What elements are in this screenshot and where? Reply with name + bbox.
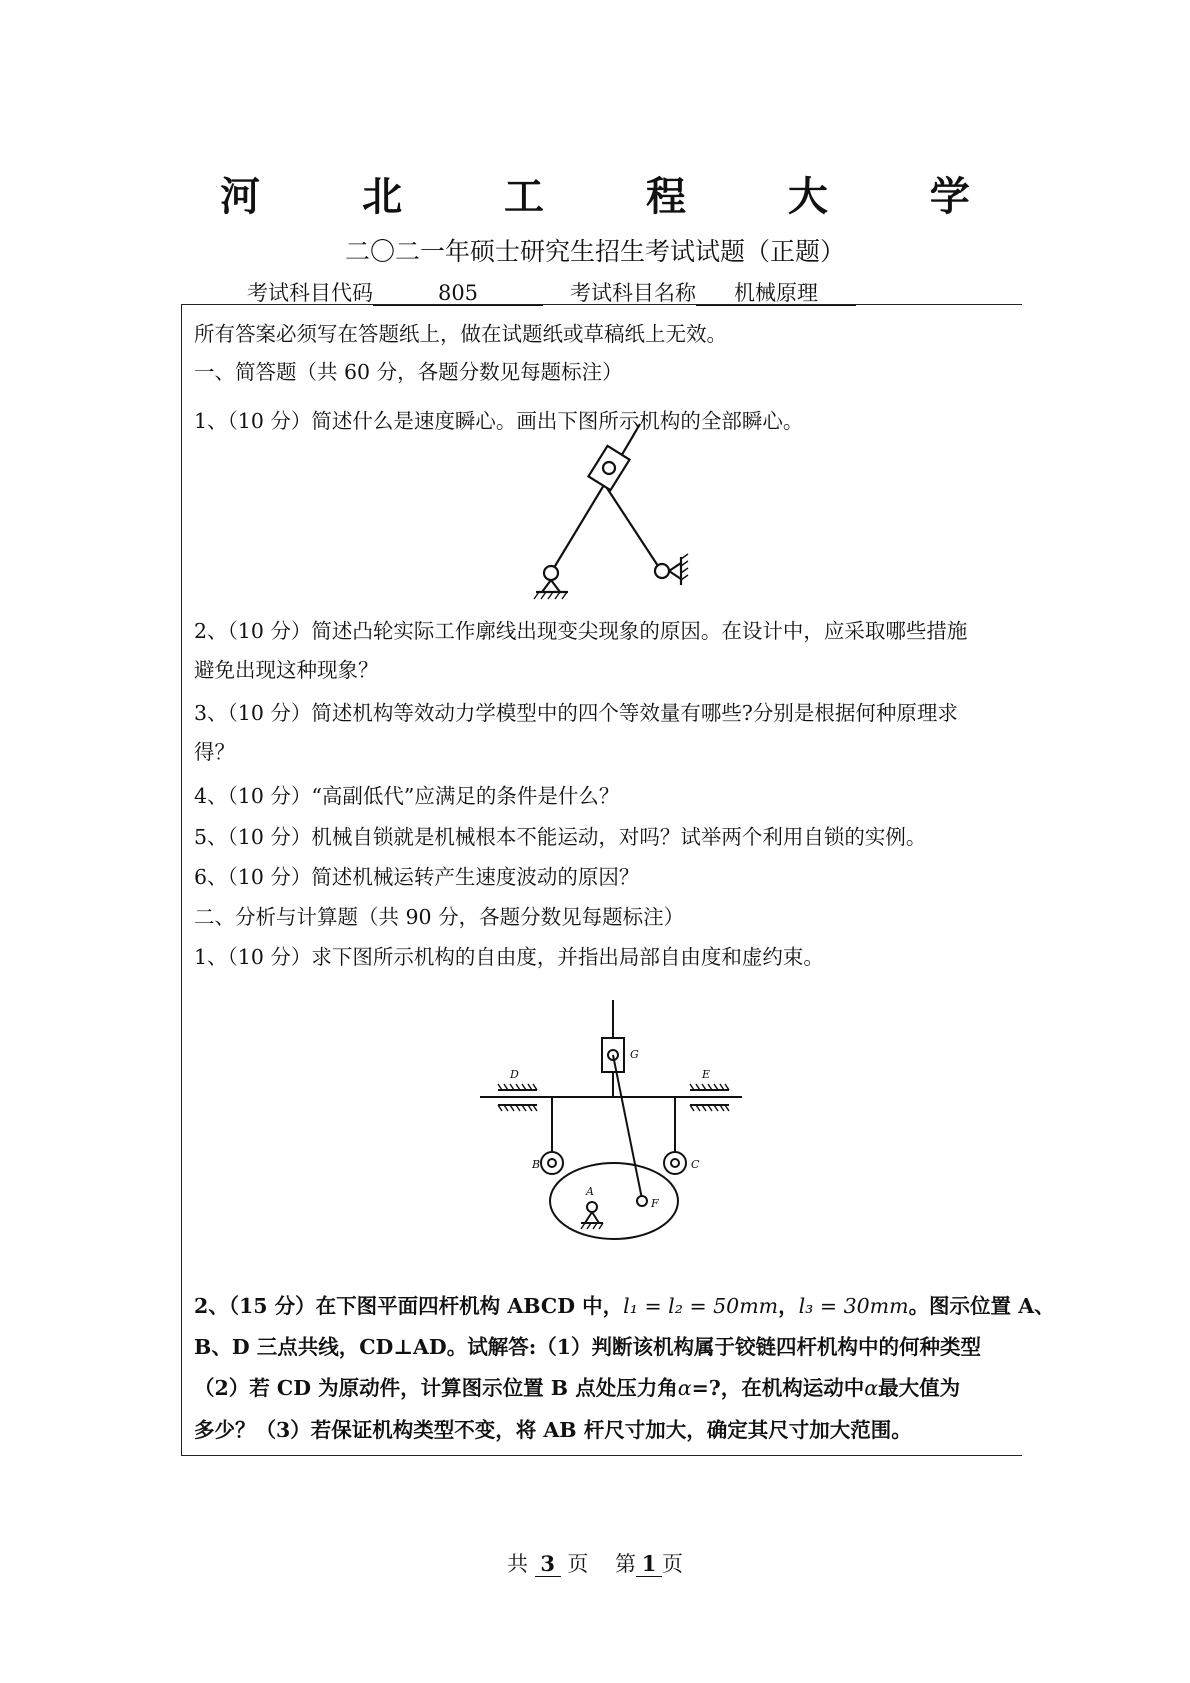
formula-l3: l₃ = 30mm [798, 1294, 909, 1318]
label-f: F [651, 1197, 659, 1210]
s2-q2-line4: 多少？（3）若保证机构类型不变，将 AB 杆尺寸加大，确定其尺寸加大范围。 [194, 1418, 912, 1442]
exam-content-box [181, 304, 1055, 1456]
s1-q3-line1: 3、（10 分）简述机构等效动力学模型中的四个等效量有哪些?分别是根据何种原理求 [194, 701, 958, 725]
s2-q1: 1、（10 分）求下图所示机构的自由度，并指出局部自由度和虚约束。 [194, 945, 824, 969]
subject-name-row [570, 277, 856, 307]
label-d: D [510, 1068, 519, 1081]
subject-code-row [247, 277, 543, 307]
s2-q2-line1: 2、（15 分）在下图平面四杆机构 ABCD 中，l₁ = l₂ = 50mm，l₃ = 30mm。图示位置 A、 [194, 1294, 1055, 1318]
rod-lower-right [603, 482, 660, 569]
roller-b [541, 1152, 563, 1174]
link-g-f [613, 1055, 642, 1199]
cam [550, 1163, 678, 1239]
label-e: E [702, 1068, 711, 1081]
left-pivot [544, 566, 558, 580]
s1-q4: 4、（10 分）“高副低代”应满足的条件是什么？ [194, 784, 620, 808]
s1-q2-line1: 2、（10 分）简述凸轮实际工作廓线出现变尖现象的原因。在设计中，应采取哪些措施 [194, 619, 968, 643]
right-pivot [655, 564, 669, 578]
page-footer: 共 3 页 第 1 页 [506, 1551, 684, 1576]
label-b: B [532, 1158, 541, 1171]
s1-q3-line2: 得？ [194, 740, 235, 764]
s2-q2-line3: （2）若 CD 为原动件，计算图示位置 B 点处压力角α=?，在机构运动中α最大值为 [194, 1376, 961, 1400]
formula-l1-l2: l₁ = l₂ = 50mm [623, 1294, 779, 1318]
subject-name-label: 考试科目名称 [570, 281, 696, 305]
subject-code-value: 805 [373, 281, 543, 306]
slider-pin [603, 462, 615, 474]
pin-f [637, 1196, 647, 1206]
figure-1-mechanism [182, 435, 1022, 635]
subject-name-value: 机械原理 [696, 281, 856, 306]
current-page: 1 [636, 1551, 662, 1577]
rod-left [552, 475, 610, 571]
label-g: G [630, 1048, 639, 1061]
s2-q2-line2: B、D 三点共线，CD⊥AD。试解答:（1）判断该机构属于铰链四杆机构中的何种类型 [194, 1335, 982, 1359]
subject-code-label: 考试科目代码 [247, 281, 373, 305]
section1-heading: 一、简答题（共 60 分，各题分数见每题标注） [194, 360, 623, 384]
roller-c [664, 1152, 686, 1174]
s1-q2-line2: 避免出现这种现象？ [194, 658, 379, 682]
school-name: 河 北 工 程 大 学 [220, 173, 1014, 220]
s1-q1: 1、（10 分）简述什么是速度瞬心。画出下图所示机构的全部瞬心。 [194, 409, 804, 433]
figure-2-mechanism [182, 995, 1022, 1285]
pivot-a [587, 1202, 597, 1212]
s1-q5: 5、（10 分）机械自锁就是机械根本不能运动，对吗？试举两个利用自锁的实例。 [194, 825, 927, 849]
notice: 所有答案必须写在答题纸上，做在试题纸或草稿纸上无效。 [194, 322, 727, 346]
section2-heading: 二、分析与计算题（共 90 分，各题分数见每题标注） [194, 905, 685, 929]
label-c: C [691, 1158, 700, 1171]
exam-title: 二〇二一年硕士研究生招生考试试题（正题） [344, 237, 845, 266]
total-pages: 3 [535, 1551, 561, 1577]
s1-q6: 6、（10 分）简述机械运转产生速度波动的原因？ [194, 865, 640, 889]
label-a: A [586, 1185, 594, 1198]
